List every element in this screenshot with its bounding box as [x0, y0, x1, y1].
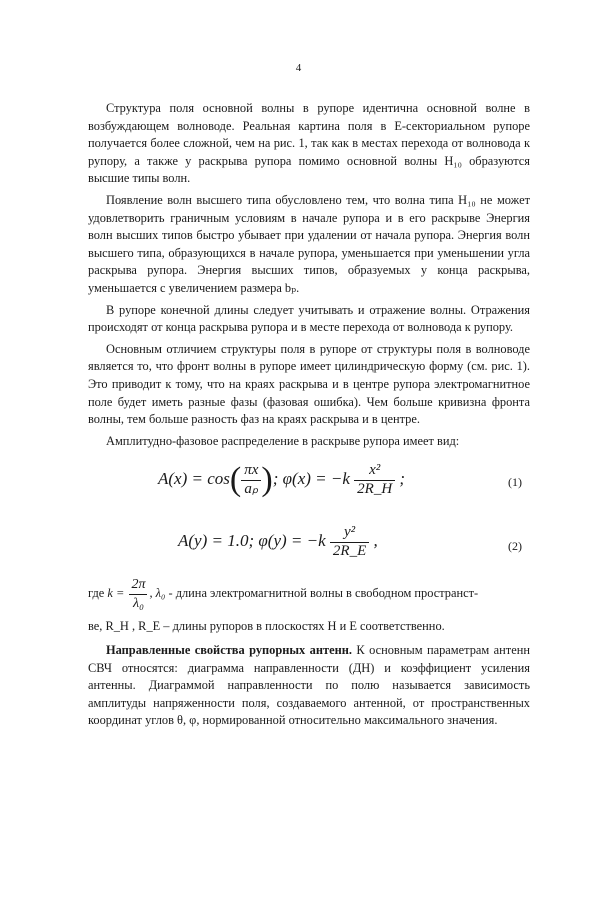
formula-1-den: aₚ [244, 480, 259, 497]
where-rest: - длина электромагнитной волны в свободном пространст- [168, 586, 479, 601]
formula-2 [88, 518, 530, 576]
paragraph-reflection: В рупоре конечной длины следует учитывать и отражение волны. Отражения происходят от конца раскрыва рупора и в месте перехода от волновода к рупору. [88, 302, 530, 335]
formula-1-end: ; [399, 469, 406, 489]
where-line [88, 576, 530, 612]
directional-heading: Направленные свойства рупорных антенн. [106, 643, 352, 658]
where-line-2: ве, R_H , R_E – длины рупоров в плоскостях Н и Е соответственно. [88, 619, 445, 634]
formula-2-den: 2R_E [332, 542, 367, 559]
formula-1-label: (1) [508, 475, 522, 490]
where-k-num: 2π [129, 576, 147, 595]
paragraph-directional [88, 642, 530, 730]
page-number: 4 [295, 62, 302, 74]
directional-text: К основным параметрам антенн СВЧ относятся: диаграмма направленности (ДН) и коэффициент усиления антенны. Диаграммой направленности по полю называется зависимость амплитуды напряженности поля, создаваемого антенной, от пространственных координат углов θ, φ, нормированной относительно максимального значения. [88, 643, 530, 728]
where-lambda: , λ₀ [149, 586, 166, 601]
paragraph-higher-modes: Появление волн высшего типа обусловлено тем, что волна типа H₁₀ не может удовлетворить граничным условиям в начале рупора и в его раскрыве Энергия волн высших типов быстро убывает при удалении от начала рупора. Энергия волн высшего типа, образующихся в начале рупора, уменьшается при уменьшении угла раскрыва рупора. Энергия высших типов, образуемых у конца раскрыва, уменьшается с увеличением размера bₚ. [88, 192, 530, 295]
formula-2-end: , [373, 531, 378, 551]
formula-1-lhs: A(x) = cos [158, 469, 230, 489]
where-k: k = [107, 586, 125, 601]
formula-1-den2: 2R_H [357, 480, 393, 497]
formula-2-label: (2) [508, 539, 522, 554]
paragraph-field-structure: Структура поля основной волны в рупоре идентична основной волне в возбуждающем волноводе. Реальная картина поля в Е-секториальном рупоре получается более сложной, чем на рис. 1, так как в местах перехода от волновода к рупору, а также у раскрыва рупора помимо основной волны H₁₀ образуются высшие типы волн. [88, 101, 530, 186]
where-prefix: где [88, 586, 105, 601]
formula-1: A(x) = cos( $\frac{\pi x}{\text{aₚ}}$ ); φ(x) = −k $\frac{\text{x²}}{2R\_H}$ ; (1) [158, 461, 522, 499]
page-body [88, 100, 530, 734]
formula-1-mid: ; φ(x) = −k [272, 469, 350, 489]
paragraph-distribution-intro: Амплитудно-фазовое распределение в раскрыве рупора имеет вид: [106, 433, 460, 448]
formula-2-num: y² [330, 524, 369, 543]
formula-1-num2: x² [354, 462, 395, 481]
where-k-den: λ₀ [133, 595, 144, 611]
formula-2-lhs: A(y) = 1.0; φ(y) = −k [178, 531, 326, 551]
paragraph-wavefront: Основным отличием структуры поля в рупоре от структуры поля в волноводе является то, что фронт волны в рупоре имеет цилиндрическую форму (см. рис. 1). Это приводит к тому, что на краях раскрыва и в центре рупора электромагнитное поле будет иметь разные фазы (фазовая ошибка). Чем больше кривизна фронта волны, тем больше разность фаз на краях раскрыва и в центре. [88, 341, 530, 427]
formula-1-num: πx [241, 462, 261, 481]
